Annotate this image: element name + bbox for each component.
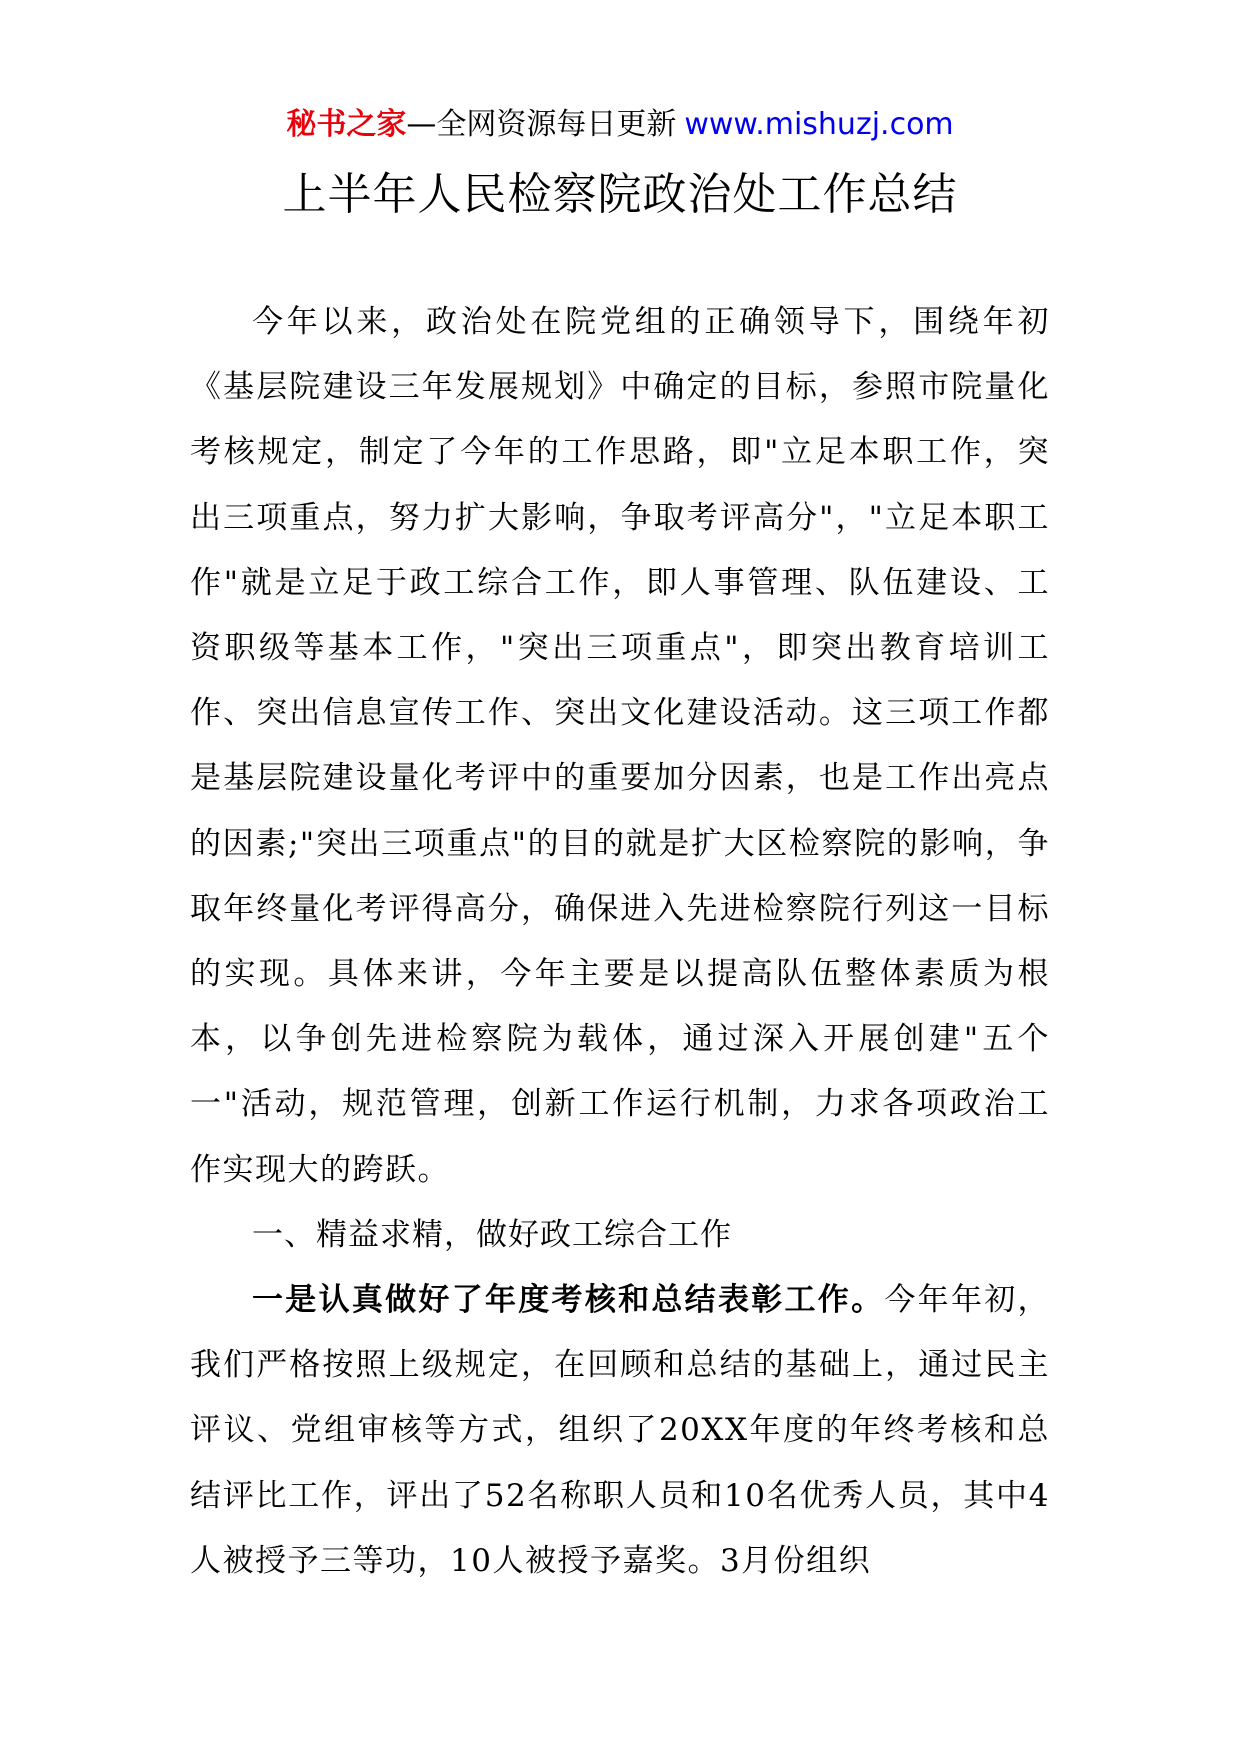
document-title: 上半年人民检察院政治处工作总结 <box>282 169 958 220</box>
item-lead-1: 一是认真做好了年度考核和总结表彰工作。 <box>252 1282 885 1319</box>
intro-paragraph: 今年以来，政治处在院党组的正确领导下，围绕年初《基层院建设三年发展规划》中确定的目标，参照市院量化考核规定，制定了今年的工作思路，即"立足本职工作，突出三项重点，努力扩大影响，争取考评高分"，"立足本职工作"就是立足于政工综合工作，即人事管理、队伍建设、工资职级等基本工作，"突出三项重点"，即突出教育培训工作、突出信息宣传工作、突出文化建设活动。这三项工作都是基层院建设量化考评中的重要加分因素，也是工作出亮点的因素;"突出三项重点"的目的就是扩大区检察院的影响，争取年终量化考评得高分，确保进入先进检察院行列这一目标的实现。具体来讲，今年主要是以提高队伍整体素质为根本，以争创先进检察院为载体，通过深入开展创建"五个一"活动，规范管理，创新工作运行机制，力求各项政治工作实现大的跨跃。 <box>190 304 1050 1188</box>
item-text-1: 今年年初，我们严格按照上级规定，在回顾和总结的基础上，通过民主评议、党组审核等方式，组织了20XX年度的年终考核和总结评比工作，评出了52名称职人员和10名优秀人员，其中4人被授予三等功，10人被授予嘉奖。3月份组织 <box>190 1282 1051 1579</box>
site-header <box>0 100 1240 150</box>
site-tagline: —全网资源每日更新 <box>406 107 677 142</box>
document-body <box>190 290 1050 1594</box>
site-url-link[interactable]: www.mishuzj.com <box>684 107 954 142</box>
item-paragraph-1 <box>190 1268 1050 1594</box>
section-heading-1: 一、精益求精，做好政工综合工作 <box>252 1216 732 1253</box>
site-brand: 秘书之家 <box>286 107 407 142</box>
